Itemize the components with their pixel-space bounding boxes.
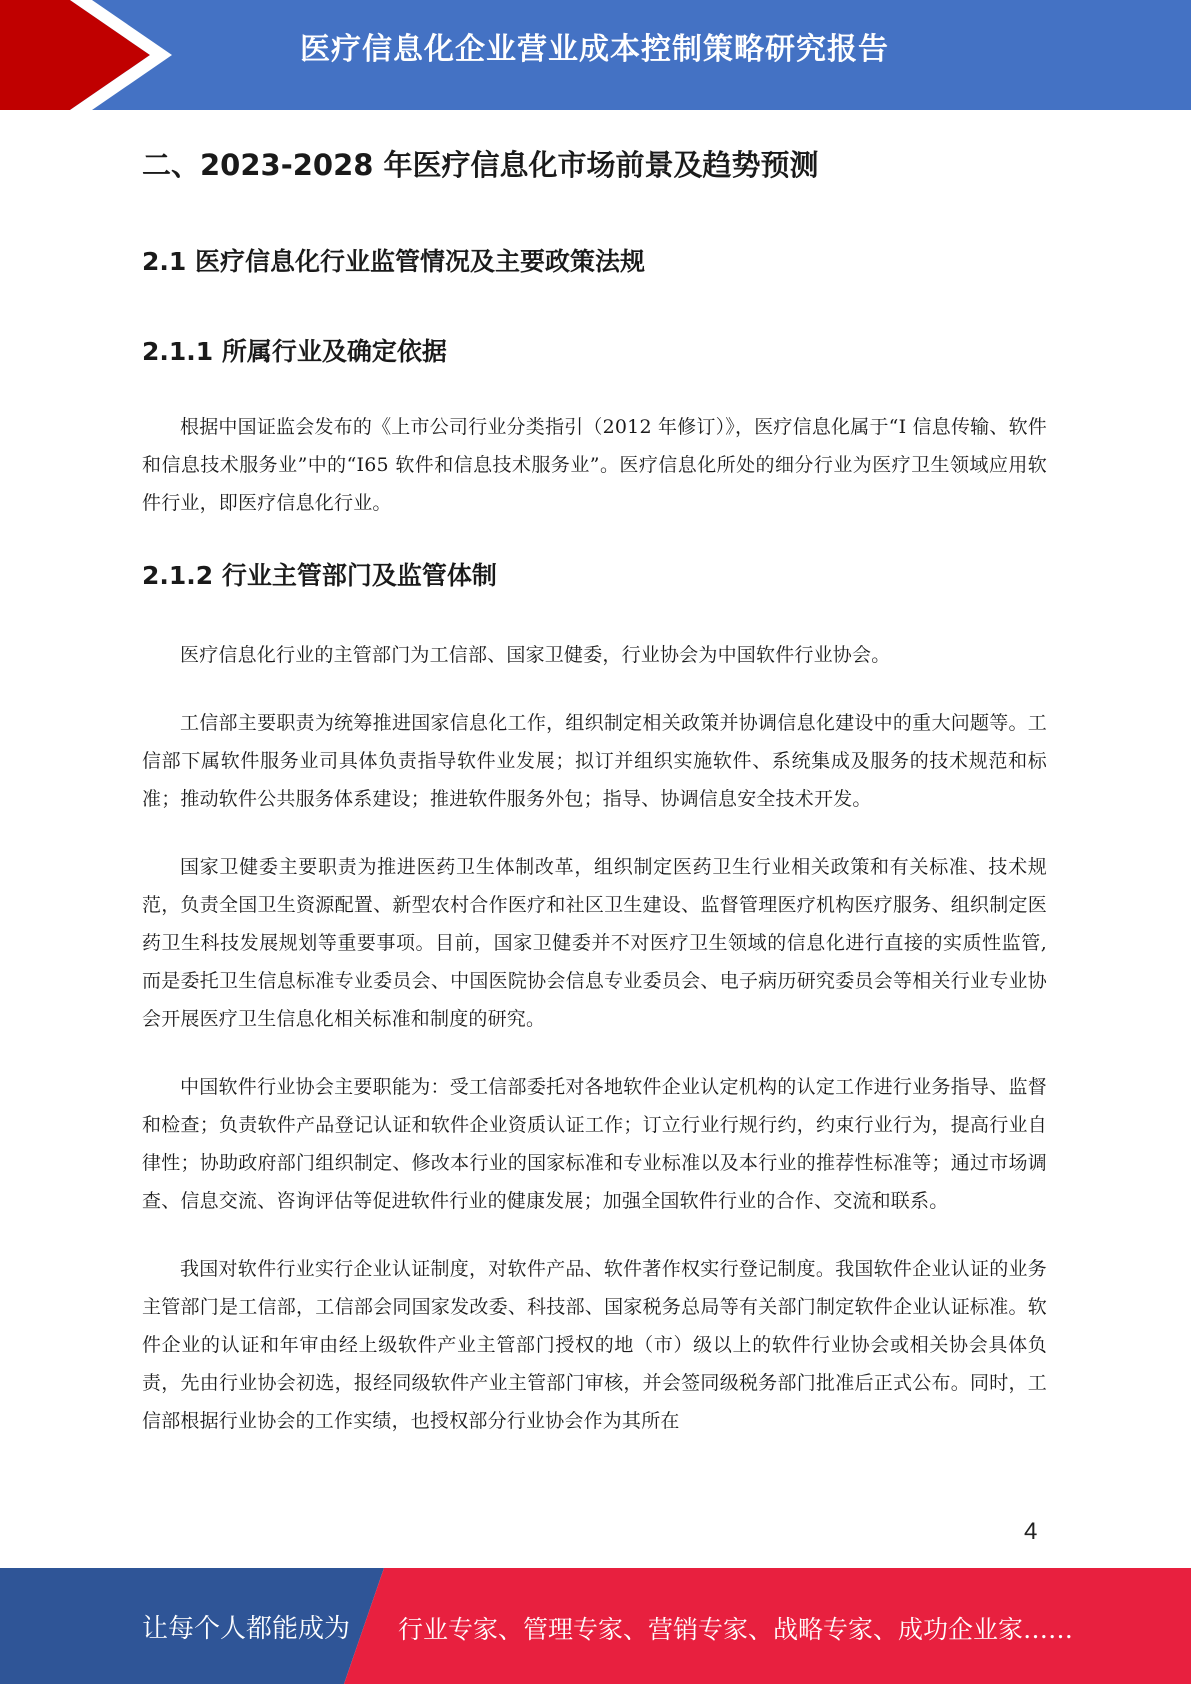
document-body [142, 130, 1047, 1440]
paragraph-nhc-duties: 国家卫健委主要职责为推进医药卫生体制改革，组织制定医药卫生行业相关政策和有关标准、技术规范，负责全国卫生资源配置、新型农村合作医疗和社区卫生建设、监督管理医疗机构医疗服务、组织制定医药卫生科技发展规划等重要事项。目前，国家卫健委并不对医疗卫生领域的信息化进行直接的实质性监管,而是委托卫生信息标准专业委员会、中国医院协会信息专业委员会、电子病历研究委员会等相关行业专业协会开展医疗卫生信息化相关标准和制度的研究。 [142, 856, 1047, 1030]
page-number: 4 [1024, 1518, 1038, 1545]
header-title: 医疗信息化企业营业成本控制策略研究报告 [300, 32, 889, 67]
subsection-heading-2-1-2: 2.1.2 行业主管部门及监管体制 [142, 561, 497, 590]
paragraph-miit-duties: 工信部主要职责为统筹推进国家信息化工作，组织制定相关政策并协调信息化建设中的重大问题等。工信部下属软件服务业司具体负责指导软件业发展；拟订并组织实施软件、系统集成及服务的技术规范和标准；推动软件公共服务体系建设；推进软件服务外包；指导、协调信息安全技术开发。 [142, 712, 1047, 810]
paragraph-certification-system: 我国对软件行业实行企业认证制度，对软件产品、软件著作权实行登记制度。我国软件企业认证的业务主管部门是工信部，工信部会同国家发改委、科技部、国家税务总局等有关部门制定软件企业认证标准。软件企业的认证和年审由经上级软件产业主管部门授权的地（市）级以上的软件行业协会或相关协会具体负责，先由行业协会初选，报经同级软件产业主管部门审核，并会签同级税务部门批准后正式公布。同时，工信部根据行业协会的工作实绩，也授权部分行业协会作为其所在 [142, 1258, 1047, 1432]
footer-slogan-left: 让每个人都能成为 [142, 1614, 351, 1644]
chapter-heading: 二、2023-2028 年医疗信息化市场前景及趋势预测 [142, 148, 819, 182]
section-heading-2-1: 2.1 医疗信息化行业监管情况及主要政策法规 [142, 247, 645, 276]
paragraph-csia-duties: 中国软件行业协会主要职能为：受工信部委托对各地软件企业认定机构的认定工作进行业务指导、监督和检查；负责软件产品登记认证和软件企业资质认证工作；订立行业行规行约，约束行业行为，提高行业自律性；协助政府部门组织制定、修改本行业的国家标准和专业标准以及本行业的推荐性标准等；通过市场调查、信息交流、咨询评估等促进软件行业的健康发展；加强全国软件行业的合作、交流和联系。 [142, 1076, 1047, 1212]
paragraph-industry-classification: 根据中国证监会发布的《上市公司行业分类指引（2012 年修订）》，医疗信息化属于“I 信息传输、软件和信息技术服务业”中的“I65 软件和信息技术服务业”。医疗信息化所处的细分行业为医疗卫生领域应用软件行业，即医疗信息化行业。 [142, 416, 1047, 514]
subsection-heading-2-1-1: 2.1.1 所属行业及确定依据 [142, 337, 447, 366]
paragraph-authorities: 医疗信息化行业的主管部门为工信部、国家卫健委，行业协会为中国软件行业协会。 [180, 644, 891, 666]
footer-slogan-right: 行业专家、管理专家、营销专家、战略专家、成功企业家…… [398, 1615, 1074, 1644]
footer-band [0, 1568, 1191, 1684]
header-band [0, 0, 1191, 110]
